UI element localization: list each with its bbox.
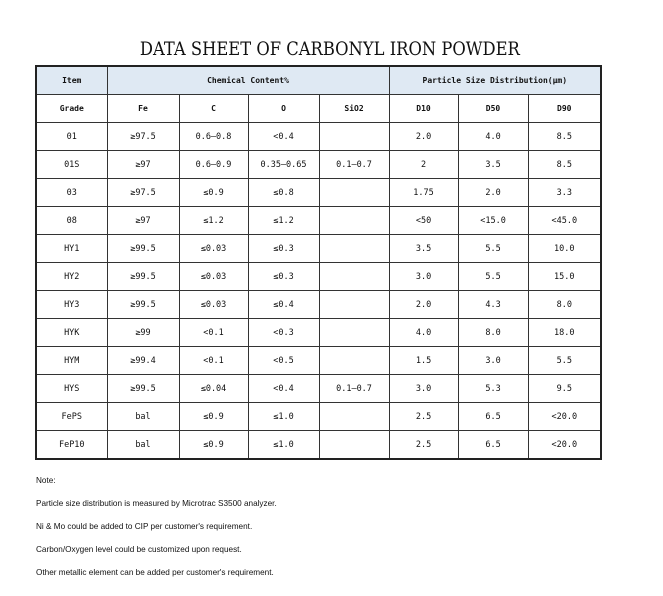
column-header: SiO2 [319,95,389,123]
table-cell: ≤0.03 [179,235,248,263]
table-cell: 6.5 [458,431,528,460]
table-cell: 0.1–0.7 [319,151,389,179]
table-cell: 3.5 [458,151,528,179]
header-particle-size: Particle Size Distribution(μm) [389,66,601,95]
table-cell: bal [107,403,179,431]
table-row [36,375,601,403]
grade-cell: 08 [36,207,107,235]
table-row [36,403,601,431]
table-cell: ≤0.9 [179,179,248,207]
table-cell: ≤0.8 [248,179,319,207]
table-cell: ≥97 [107,207,179,235]
column-header: Fe [107,95,179,123]
table-cell: ≥97.5 [107,179,179,207]
table-cell: 3.5 [389,235,458,263]
notes-section [36,475,277,590]
table-cell: ≤1.0 [248,431,319,460]
table-cell: 2.0 [389,291,458,319]
table-cell [319,179,389,207]
table-cell: 8.0 [458,319,528,347]
note-heading: Note: [36,476,56,485]
table-cell [319,291,389,319]
table-cell [319,123,389,151]
table-cell [319,431,389,460]
table-row [36,319,601,347]
table-cell: 3.0 [458,347,528,375]
grade-cell: 03 [36,179,107,207]
table-cell [319,263,389,291]
table-cell: 8.5 [528,123,601,151]
table-cell: 2 [389,151,458,179]
table-cell: ≥99.5 [107,263,179,291]
table-row [36,291,601,319]
table-cell: ≤1.2 [179,207,248,235]
table-cell: ≥99 [107,319,179,347]
table-cell: ≥99.5 [107,375,179,403]
table-cell: bal [107,431,179,460]
grade-cell: HYS [36,375,107,403]
table-cell: ≥99.4 [107,347,179,375]
grade-cell: 01S [36,151,107,179]
grade-cell: HY3 [36,291,107,319]
table-cell: <15.0 [458,207,528,235]
table-cell: ≤0.03 [179,263,248,291]
table-row [36,179,601,207]
column-header: D50 [458,95,528,123]
table-cell: <0.4 [248,375,319,403]
table-cell: 0.6–0.9 [179,151,248,179]
table-cell: <0.1 [179,347,248,375]
grade-cell: HYK [36,319,107,347]
table-cell: 3.3 [528,179,601,207]
table-cell: ≤1.0 [248,403,319,431]
table-cell: <0.5 [248,347,319,375]
table-cell: ≥97.5 [107,123,179,151]
table-cell: 4.3 [458,291,528,319]
page-title: DATA SHEET OF CARBONYL IRON POWDER [139,38,520,60]
note-line: Other metallic element can be added per customer's requirement. [36,568,274,577]
table-cell [319,207,389,235]
column-header: Grade [36,95,107,123]
column-header: C [179,95,248,123]
table-body [36,123,601,460]
header-row-columns [36,95,601,123]
table-cell: <0.4 [248,123,319,151]
table-cell: 5.5 [458,235,528,263]
grade-cell: 01 [36,123,107,151]
table-cell [319,347,389,375]
table-cell: ≥97 [107,151,179,179]
table-cell: ≥99.5 [107,235,179,263]
grade-cell: FeP10 [36,431,107,460]
table-cell: 2.5 [389,403,458,431]
table-cell: 8.0 [528,291,601,319]
table-cell: 6.5 [458,403,528,431]
table-cell [319,403,389,431]
note-line: Particle size distribution is measured by Microtrac S3500 analyzer. [36,499,277,508]
table-cell: ≤0.4 [248,291,319,319]
table-cell: 5.3 [458,375,528,403]
grade-cell: HY2 [36,263,107,291]
table-cell: 5.5 [458,263,528,291]
column-header: D10 [389,95,458,123]
table-row [36,347,601,375]
table-cell: 1.75 [389,179,458,207]
table-cell [319,235,389,263]
table-cell: ≥99.5 [107,291,179,319]
data-sheet-table [35,65,602,460]
table-cell: 15.0 [528,263,601,291]
header-chemical-content: Chemical Content% [107,66,389,95]
table-cell: ≤1.2 [248,207,319,235]
table-cell: ≤0.04 [179,375,248,403]
table-cell: 2.0 [458,179,528,207]
header-row-group [36,66,601,95]
table-cell: ≤0.3 [248,263,319,291]
table-cell: <50 [389,207,458,235]
table-cell: 0.6–0.8 [179,123,248,151]
header-item: Item [36,66,107,95]
grade-cell: HYM [36,347,107,375]
table-row [36,123,601,151]
column-header: O [248,95,319,123]
table-cell: ≤0.3 [248,235,319,263]
table-cell: <20.0 [528,431,601,460]
table-cell [319,319,389,347]
table-cell: <45.0 [528,207,601,235]
table-cell: <20.0 [528,403,601,431]
note-line: Ni & Mo could be added to CIP per customer's requirement. [36,522,253,531]
table-row [36,263,601,291]
table-cell: 0.1–0.7 [319,375,389,403]
table-cell: 1.5 [389,347,458,375]
table-cell: 8.5 [528,151,601,179]
table-row [36,151,601,179]
table-cell: <0.3 [248,319,319,347]
table-cell: 3.0 [389,263,458,291]
note-line: Carbon/Oxygen level could be customized upon request. [36,545,242,554]
table-cell: 2.0 [389,123,458,151]
table-cell: ≤0.9 [179,403,248,431]
table-cell: <0.1 [179,319,248,347]
table-row [36,431,601,460]
table-row [36,207,601,235]
table-cell: 0.35–0.65 [248,151,319,179]
table-cell: 3.0 [389,375,458,403]
grade-cell: HY1 [36,235,107,263]
table-cell: 9.5 [528,375,601,403]
table-cell: 2.5 [389,431,458,460]
grade-cell: FePS [36,403,107,431]
table-cell: ≤0.9 [179,431,248,460]
table-cell: 4.0 [389,319,458,347]
table-cell: 18.0 [528,319,601,347]
table-cell: 4.0 [458,123,528,151]
table-cell: 5.5 [528,347,601,375]
table-cell: 10.0 [528,235,601,263]
table-cell: ≤0.03 [179,291,248,319]
table-row [36,235,601,263]
column-header: D90 [528,95,601,123]
